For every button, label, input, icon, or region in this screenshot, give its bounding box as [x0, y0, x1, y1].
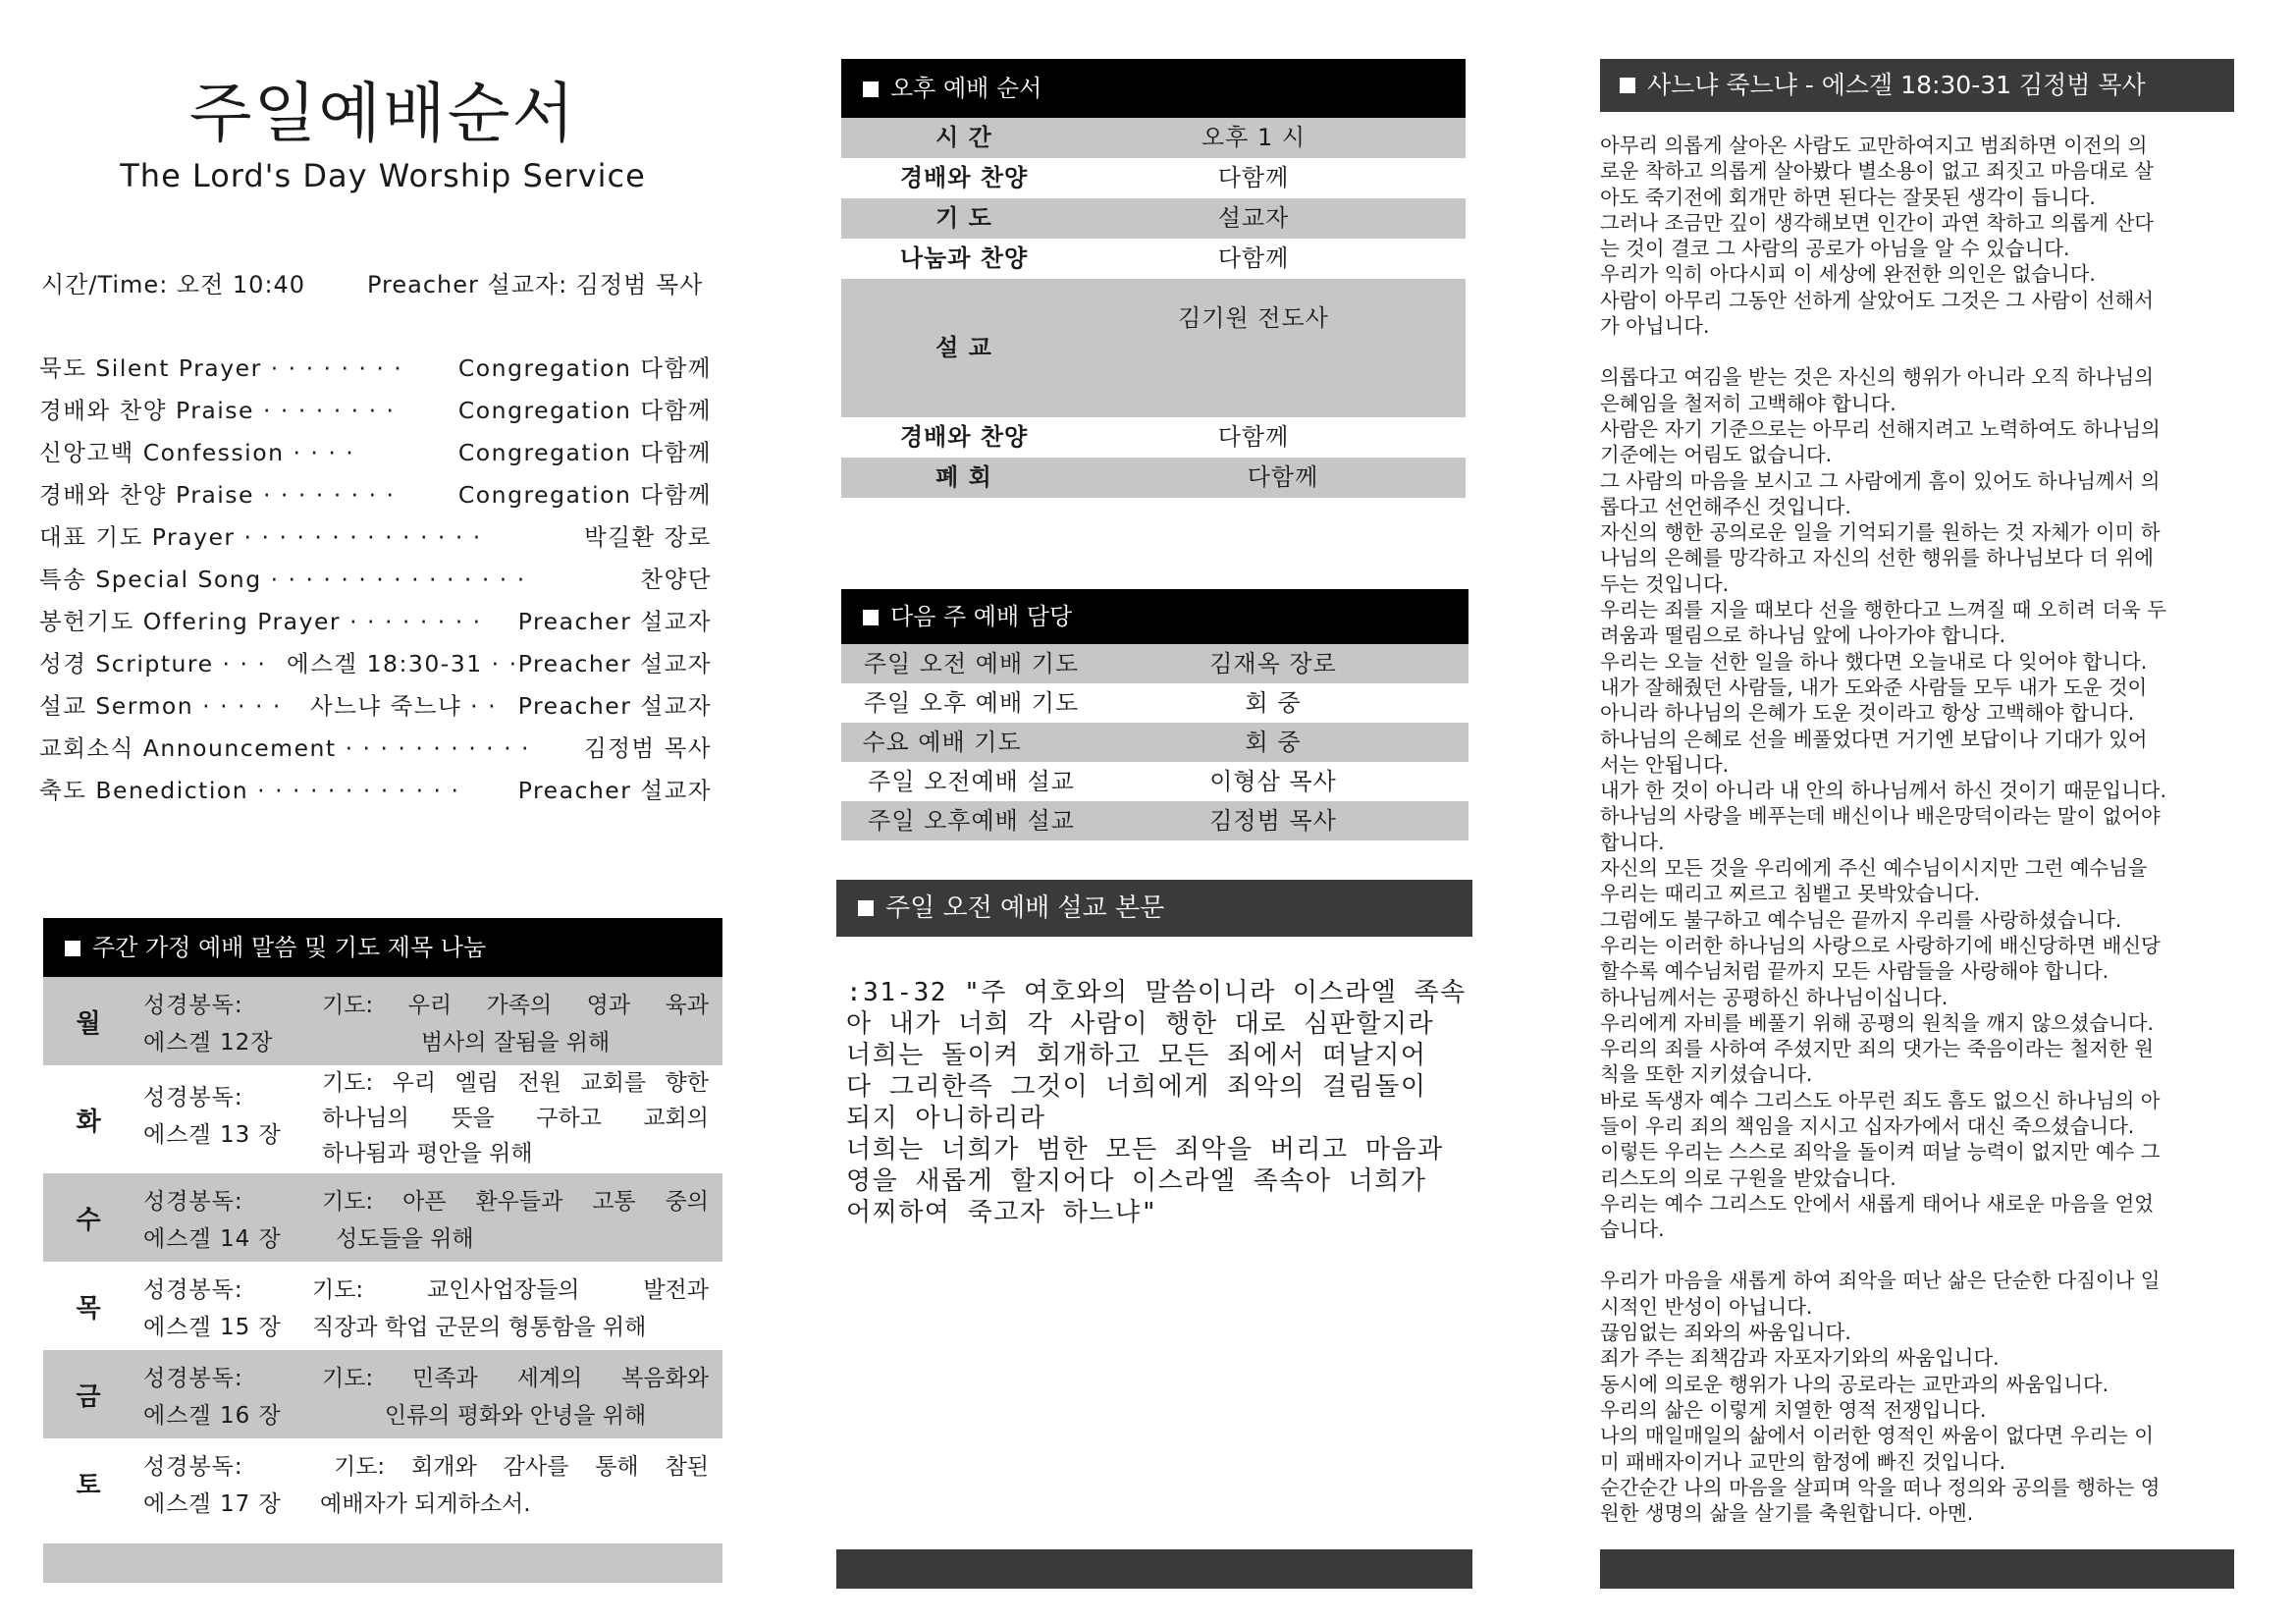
message-line: 아니라 하나님의 은혜가 도운 것이라고 항상 고백해야 합니다. — [1600, 701, 2135, 726]
order-item-leader: Preacher 설교자 — [517, 777, 712, 804]
message-line: 끊임없는 죄와의 싸움입니다. — [1600, 1321, 1851, 1345]
duty-role: 주일 오후예배 설교 — [868, 807, 1075, 835]
weekly-row — [43, 977, 722, 1065]
order-item-label: 신앙고백 Confession · · · · — [39, 439, 355, 466]
message-line: 바로 독생자 예수 그리스도 아무런 죄도 흠도 없으신 하나님의 아 — [1600, 1088, 2161, 1112]
message-line: 습니다. — [1600, 1218, 1665, 1242]
weekly-day: 금 — [76, 1381, 101, 1412]
message-line: 자신의 행한 공의로운 일을 기억되기를 원하는 것 자체가 이미 하 — [1600, 520, 2161, 545]
prayer-line: 인류의 평화와 안녕을 위해 — [384, 1403, 647, 1429]
order-item — [39, 772, 712, 814]
prayer-line: 성도들을 위해 — [336, 1226, 474, 1252]
scripture-line: 다 그리한즉 그것이 너희에게 죄악의 걸림돌이 — [846, 1072, 1427, 1102]
duty-row — [841, 723, 1468, 762]
afternoon-item: 경배와 찬양 — [899, 423, 1029, 451]
weekly-reading — [143, 1360, 282, 1435]
reading-passage: 에스겔 14 장 — [143, 1226, 282, 1252]
sermon-scripture — [846, 977, 1467, 1228]
message-line: 은혜임을 철저히 고백해야 합니다. — [1600, 391, 1896, 415]
afternoon-service — [841, 59, 1466, 498]
afternoon-row — [841, 198, 1466, 239]
message-line: 자신의 모든 것을 우리에게 주신 예수님이시지만 그런 예수님을 — [1600, 856, 2148, 881]
page-subtitle: The Lord's Day Worship Service — [120, 157, 646, 194]
order-item — [39, 392, 712, 434]
order-item-leader: 김정범 목사 — [584, 734, 712, 762]
message-line: 의롭다고 여김을 받는 것은 자신의 행위가 아니라 오직 하나님의 — [1600, 365, 2154, 390]
weekly-row — [43, 1065, 722, 1173]
scripture-line: 어찌하여 죽고자 하느냐" — [846, 1198, 1158, 1227]
square-bullet-icon — [863, 610, 879, 625]
message-line: 죄가 주는 죄책감과 자포자기와의 싸움입니다. — [1600, 1346, 2000, 1371]
next-week-header — [841, 589, 1468, 644]
message-paragraph — [1600, 133, 2234, 339]
order-item — [39, 603, 712, 645]
prayer-line: 직장과 학업 군문의 형통함을 위해 — [312, 1315, 647, 1340]
message-line: 리스도의 의로 구원을 받았습니다. — [1600, 1165, 1896, 1190]
order-item-leader: Congregation 다함께 — [457, 354, 712, 382]
message-line: 우리는 때리고 찌르고 침뱉고 못박았습니다. — [1600, 882, 1980, 906]
weekly-reading — [143, 1272, 282, 1346]
message-line: 그럼에도 불구하고 예수님은 끝까지 우리를 사랑하셨습니다. — [1600, 907, 2122, 932]
message-line: 우리는 오늘 선한 일을 하나 했다면 오늘내로 다 잊어야 합니다. — [1600, 649, 2148, 674]
order-item-leader: 박길환 장로 — [584, 523, 712, 551]
message-line: 하나님의 은혜로 선을 베풀었다면 거기엔 보답이나 기대가 있어 — [1600, 727, 2148, 751]
order-item-leader: Preacher 설교자 — [517, 650, 712, 677]
afternoon-row — [841, 458, 1466, 498]
message-line: 아도 죽기전에 회개만 하면 된다는 잘못된 생각이 듭니다. — [1600, 185, 2096, 209]
afternoon-value: 다함께 — [1217, 244, 1290, 272]
message-line: 할수록 예수님처럼 끝까지 모든 사람들을 사랑해야 합니다. — [1600, 959, 2109, 984]
weekly-prayer — [322, 1360, 709, 1435]
message-line: 나님의 은혜를 망각하고 자신의 선한 행위를 하나님보다 더 위에 — [1600, 546, 2154, 570]
afternoon-header-text: 오후 예배 순서 — [890, 75, 1042, 102]
order-item-label: 대표 기도 Prayer · · · · · · · · · · · · · · — [39, 523, 482, 551]
reading-passage: 에스겔 13 장 — [143, 1122, 282, 1148]
afternoon-value: 다함께 — [1217, 423, 1290, 451]
message-line: 우리가 익히 아다시피 이 세상에 완전한 의인은 없습니다. — [1600, 262, 2096, 287]
order-item-leader: Congregation 다함께 — [457, 439, 712, 466]
order-item-label: 설교 Sermon · · · · · — [39, 692, 282, 720]
page-title: 주일예배순서 — [188, 76, 577, 151]
message-header-text: 사느냐 죽느냐 - 에스겔 18:30-31 김정범 목사 — [1647, 71, 2146, 99]
duty-role: 수요 예배 기도 — [862, 729, 1022, 756]
afternoon-item: 설 교 — [935, 334, 992, 361]
message-line: 우리의 삶은 이렇게 치열한 영적 전쟁입니다. — [1600, 1397, 1987, 1422]
weekly-reading — [143, 1079, 282, 1154]
message-line: 칙을 또한 지키셨습니다. — [1600, 1062, 1813, 1087]
reading-label: 성경봉독: — [143, 1366, 243, 1391]
order-item-leader: Congregation 다함께 — [457, 397, 712, 424]
weekly-row — [43, 1438, 722, 1527]
order-item — [39, 687, 712, 730]
square-bullet-icon — [1620, 78, 1635, 93]
afternoon-item: 경배와 찬양 — [899, 164, 1029, 191]
duty-role: 주일 오전예배 설교 — [868, 768, 1075, 795]
order-item — [39, 518, 712, 561]
message-line: 내가 한 것이 아니라 내 안의 하나님께서 하신 것이기 때문입니다. — [1600, 779, 2166, 803]
afternoon-row — [841, 118, 1466, 158]
duty-person: 김정범 목사 — [1209, 807, 1337, 835]
message-line: 려움과 떨림으로 하나님 앞에 나아가야 합니다. — [1600, 623, 2006, 648]
message-line: 우리가 마음을 새롭게 하여 죄악을 떠난 삶은 단순한 다짐이나 일 — [1600, 1269, 2161, 1293]
next-week-header-text: 다음 주 예배 담당 — [890, 603, 1073, 630]
weekly-row — [43, 1262, 722, 1350]
prayer-line: 예배자가 되게하소서. — [320, 1491, 531, 1517]
weekly-day: 화 — [76, 1107, 101, 1137]
duty-row — [841, 683, 1468, 723]
message-line: 우리는 죄를 지을 때보다 선을 행한다고 느껴질 때 오히려 더욱 두 — [1600, 598, 2166, 623]
prayer-line: 기도: 우리 엘림 전원 교회를 향한 — [322, 1070, 709, 1096]
order-item-label: 축도 Benediction · · · · · · · · · · · · — [39, 777, 460, 804]
afternoon-value: 다함께 — [1217, 164, 1290, 191]
prayer-line: 기도: 회개와 감사를 통해 참된 — [334, 1454, 709, 1480]
message-line: 시적인 반성이 아닙니다. — [1600, 1294, 1813, 1319]
afternoon-row — [841, 417, 1466, 458]
message-line: 내가 잘해줬던 사람들, 내가 도와준 사람들 모두 내가 도운 것이 — [1600, 675, 2148, 699]
afternoon-row — [841, 158, 1466, 198]
message-line: 하나님의 사랑을 베푸는데 배신이나 배은망덕이라는 말이 없어야 — [1600, 804, 2161, 829]
message-line: 기준에는 어림도 없습니다. — [1600, 443, 1833, 467]
duty-row — [841, 801, 1468, 840]
order-item-label: 특송 Special Song · · · · · · · · · · · · · · · — [39, 566, 526, 593]
scripture-line: 너희는 너희가 범한 모든 죄악을 버리고 마음과 — [846, 1135, 1444, 1164]
weekly-reading — [143, 1448, 282, 1523]
scripture-line: 되지 아니하리라 — [846, 1104, 1046, 1133]
afternoon-row — [841, 239, 1466, 279]
prayer-line: 기도: 아픈 환우들과 고통 중의 — [322, 1189, 709, 1215]
duty-role: 주일 오후 예배 기도 — [863, 689, 1080, 717]
order-item — [39, 434, 712, 476]
afternoon-value: 오후 1 시 — [1201, 124, 1307, 151]
prayer-line: 범사의 잘됨을 위해 — [420, 1030, 611, 1056]
afternoon-row — [841, 279, 1466, 417]
order-item — [39, 350, 712, 392]
prayer-line: 기도: 민족과 세계의 복음화와 — [322, 1366, 709, 1391]
message-line: 로운 착하고 의롭게 살아봤다 별소용이 없고 죄짓고 마음대로 살 — [1600, 159, 2154, 184]
message-line: 나의 매일매일의 삶에서 이러한 영적인 싸움이 없다면 우리는 이 — [1600, 1424, 2154, 1448]
message-line: 하나님께서는 공평하신 하나님이십니다. — [1600, 985, 1949, 1009]
weekly-header-text: 주간 가정 예배 말씀 및 기도 제목 나눔 — [92, 934, 487, 961]
reading-label: 성경봉독: — [143, 1085, 243, 1110]
column2-footer-bar — [836, 1549, 1472, 1589]
square-bullet-icon — [863, 81, 879, 97]
afternoon-value: 다함께 — [1247, 463, 1319, 491]
order-item — [39, 476, 712, 518]
reading-passage: 에스겔 15 장 — [143, 1315, 282, 1340]
weekly-day: 토 — [76, 1470, 101, 1500]
message-paragraph — [1600, 364, 2234, 1242]
message-line: 는 것이 결코 그 사람의 공로가 아님을 알 수 있습니다. — [1600, 237, 2070, 261]
message-line: 우리의 죄를 사하여 주셨지만 죄의 댓가는 죽음이라는 철저한 원 — [1600, 1037, 2154, 1061]
message-line: 우리는 이러한 하나님의 사랑으로 사랑하기에 배신당하면 배신당 — [1600, 933, 2161, 957]
afternoon-item: 시 간 — [935, 124, 992, 151]
message-line: 가 아닙니다. — [1600, 314, 1710, 339]
duty-row — [841, 762, 1468, 801]
scripture-line: 너희는 돌이켜 회개하고 모든 죄에서 떠날지어 — [846, 1041, 1427, 1070]
message-line: 이렇든 우리는 스스로 죄악을 돌이켜 떠날 능력이 없지만 예수 그 — [1600, 1140, 2161, 1164]
order-item-label: 교회소식 Announcement · · · · · · · · · · · — [39, 734, 530, 762]
square-bullet-icon — [858, 900, 874, 916]
afternoon-item: 기 도 — [935, 204, 992, 232]
weekly-prayer — [312, 1272, 709, 1346]
weekly-day: 월 — [76, 1008, 101, 1039]
prayer-line: 하나님의 뜻을 구하고 교회의 — [322, 1106, 709, 1131]
order-item-label: 묵도 Silent Prayer · · · · · · · · — [39, 354, 403, 382]
scripture-line: 아 내가 너희 각 사람이 행한 대로 심판할지라 — [846, 1009, 1435, 1039]
reading-passage: 에스겔 17 장 — [143, 1491, 282, 1517]
message-line: 아무리 의롭게 살아온 사람도 교만하여지고 범죄하면 이전의 의 — [1600, 134, 2148, 157]
weekly-reading — [143, 987, 273, 1061]
reading-passage: 에스겔 16 장 — [143, 1403, 282, 1429]
prayer-line: 기도: 교인사업장들의 발전과 — [312, 1277, 709, 1303]
duty-row — [841, 644, 1468, 683]
weekly-day: 수 — [76, 1205, 101, 1235]
message-line: 순간순간 나의 마음을 살피며 악을 떠나 정의와 공의를 행하는 영 — [1600, 1475, 2161, 1499]
message-line: 합니다. — [1600, 830, 1665, 854]
order-item-leader: Congregation 다함께 — [457, 481, 712, 509]
reading-label: 성경봉독: — [143, 1454, 243, 1480]
afternoon-header — [841, 59, 1466, 118]
message-line: 서는 안됩니다. — [1600, 752, 1730, 777]
order-item-passage: 에스겔 18:30-31 · · — [287, 650, 518, 677]
message-line: 미 패배자이거나 교만의 함정에 빠진 것입니다. — [1600, 1449, 2006, 1474]
reading-label: 성경봉독: — [143, 1277, 243, 1303]
service-preacher: Preacher 설교자: 김정범 목사 — [367, 271, 704, 298]
message-header — [1600, 59, 2234, 112]
order-item — [39, 645, 712, 687]
order-item — [39, 561, 712, 603]
duty-role: 주일 오전 예배 기도 — [863, 650, 1080, 677]
message-line: 우리는 예수 그리스도 안에서 새롭게 태어나 새로운 마음을 얻었 — [1600, 1191, 2154, 1216]
order-item-label: 봉헌기도 Offering Prayer · · · · · · · · — [39, 608, 482, 635]
duty-person: 회 중 — [1245, 729, 1302, 756]
message-line: 롭다고 선언해주신 것입니다. — [1600, 494, 1851, 518]
order-item-label: 경배와 찬양 Praise · · · · · · · · — [39, 397, 396, 424]
worship-order-list — [39, 350, 712, 814]
afternoon-item: 폐 회 — [935, 463, 992, 491]
sermon-text-header — [836, 880, 1472, 937]
sermon-text-header-label: 주일 오전 예배 설교 본문 — [885, 893, 1165, 923]
weekly-prayer — [320, 1448, 709, 1523]
order-item — [39, 730, 712, 772]
square-bullet-icon — [65, 941, 80, 956]
weekly-row — [43, 1350, 722, 1438]
message-line: 그 사람의 마음을 보시고 그 사람에게 흠이 있어도 하나님께서 의 — [1600, 468, 2161, 493]
afternoon-value: 설교자 — [1217, 204, 1290, 232]
order-item-leader: 찬양단 — [640, 566, 712, 593]
weekly-reading — [143, 1183, 282, 1258]
afternoon-item: 나눔과 찬양 — [899, 244, 1029, 272]
duty-person: 이형삼 목사 — [1209, 768, 1337, 795]
weekly-family-worship — [43, 918, 722, 1527]
order-item-leader: Preacher 설교자 — [517, 608, 712, 635]
scripture-line: :31-32 "주 여호와의 말씀이니라 이스라엘 족속 — [846, 978, 1467, 1007]
duty-person: 김재옥 장로 — [1209, 650, 1337, 677]
message-line: 두는 것입니다. — [1600, 571, 1730, 596]
weekly-prayer — [322, 1183, 709, 1258]
order-item-sermon-title: 사느냐 죽느냐 · · — [310, 692, 498, 720]
reading-label: 성경봉독: — [143, 1189, 243, 1215]
message-line: 우리에게 자비를 베풀기 위해 공평의 원칙을 깨지 않으셨습니다. — [1600, 1010, 2154, 1035]
reading-label: 성경봉독: — [143, 993, 243, 1018]
message-line: 사람이 아무리 그동안 선하게 살았어도 그것은 그 사람이 선해서 — [1600, 288, 2154, 312]
prayer-line: 하나됨과 평안을 위해 — [322, 1141, 533, 1166]
message-body — [1600, 133, 2234, 1551]
message-line: 사람은 자기 기준으로는 아무리 선해지려고 노력하여도 하나님의 — [1600, 416, 2161, 441]
weekly-header — [43, 918, 722, 977]
column1-footer-bar — [43, 1543, 722, 1583]
message-line: 원한 생명의 삶을 살기를 축원합니다. 아멘. — [1600, 1501, 1974, 1526]
weekly-prayer — [322, 987, 709, 1061]
message-paragraph — [1600, 1268, 2234, 1526]
duty-person: 회 중 — [1245, 689, 1302, 717]
afternoon-value: 김기원 전도사 — [1178, 304, 1329, 332]
message-line: 들이 우리 죄의 책임을 지시고 십자가에서 대신 죽으셨습니다. — [1600, 1113, 2135, 1138]
reading-passage: 에스겔 12장 — [143, 1030, 274, 1056]
next-week-duty — [841, 589, 1468, 840]
order-item-leader: Preacher 설교자 — [517, 692, 712, 720]
order-item-label: 성경 Scripture · · · — [39, 650, 267, 677]
weekly-prayer — [322, 1065, 709, 1171]
weekly-day: 목 — [76, 1293, 101, 1324]
scripture-line: 영을 새롭게 할지어다 이스라엘 족속아 너희가 — [846, 1166, 1427, 1196]
service-time: 시간/Time: 오전 10:40 — [41, 271, 306, 298]
weekly-row — [43, 1173, 722, 1262]
order-item-label: 경배와 찬양 Praise · · · · · · · · — [39, 481, 396, 509]
message-line: 동시에 의로운 행위가 나의 공로라는 교만과의 싸움입니다. — [1600, 1372, 2109, 1396]
message-line: 그러나 조금만 깊이 생각해보면 인간이 과연 착하고 의롭게 산다 — [1600, 210, 2154, 235]
column3-footer-bar — [1600, 1549, 2234, 1589]
prayer-line: 기도: 우리 가족의 영과 육과 — [322, 993, 709, 1018]
